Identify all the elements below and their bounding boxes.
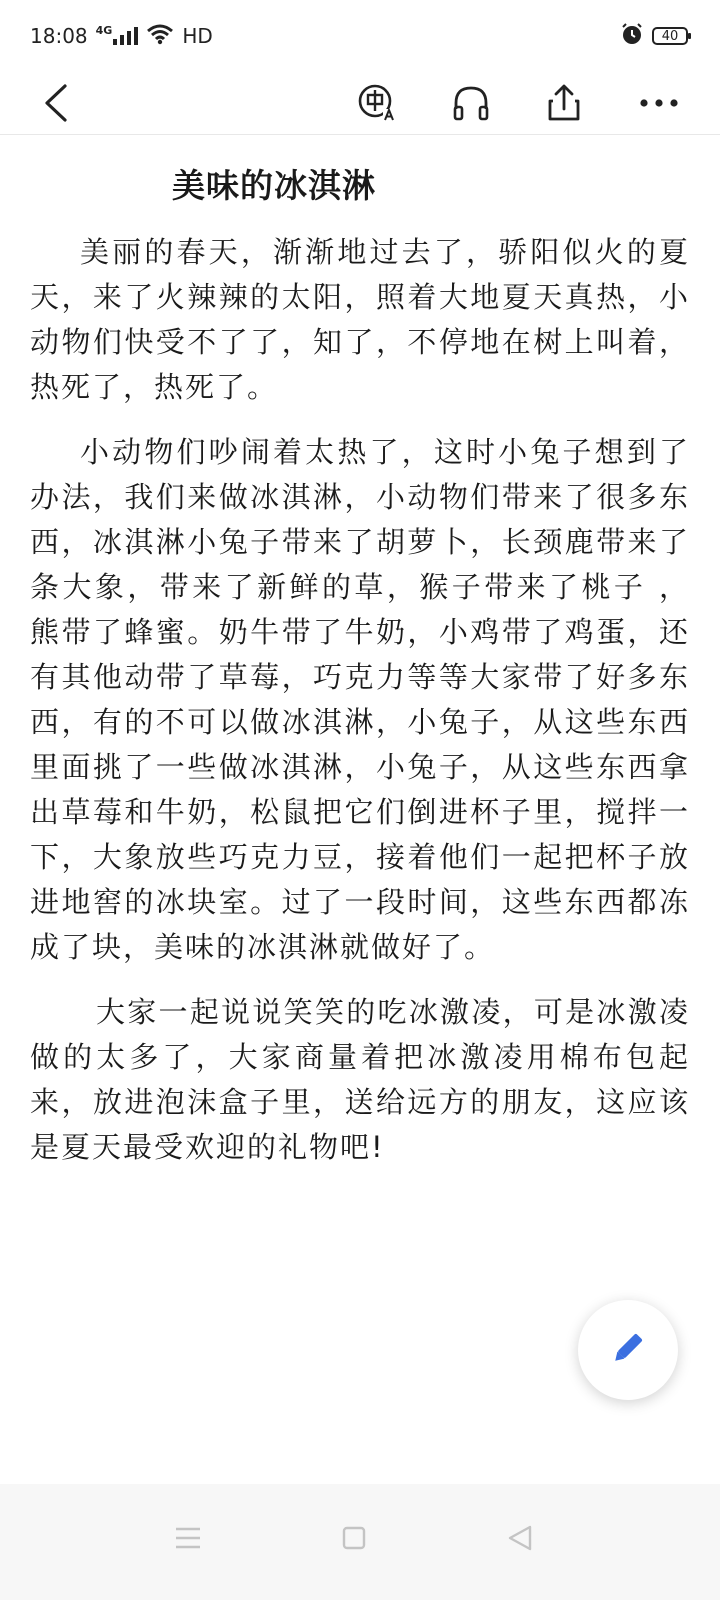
home-icon[interactable] (324, 1508, 384, 1568)
back-icon[interactable] (38, 72, 74, 134)
translate-icon[interactable] (357, 72, 397, 134)
paragraph-3: 大家一起说说笑笑的吃冰激凌，可是冰激凌做的太多了，大家商量着把冰激凌用棉布包起来，放进泡沫盒子里，送给远方的朋友，这应该是夏天最受欢迎的礼物吧! (30, 995, 690, 1164)
navigation-bar (0, 1484, 720, 1600)
wifi-icon (146, 23, 174, 50)
status-time: 18:08 (30, 24, 88, 48)
menu-icon[interactable] (158, 1508, 218, 1568)
battery-level: 40 (661, 28, 679, 44)
alarm-icon (620, 22, 644, 51)
article-content (30, 140, 690, 1170)
battery-icon (652, 27, 688, 45)
status-right (620, 22, 688, 51)
status-bar (0, 0, 720, 72)
network-label: HD (182, 24, 213, 48)
status-left (30, 23, 213, 50)
edit-pencil-icon (608, 1328, 648, 1372)
paragraph-2: 小动物们吵闹着太热了，这时小兔子想到了办法，我们来做冰淇淋，小动物们带来了很多东西，冰淇淋小兔子带来了胡萝卜，长颈鹿带来了条大象，带来了新鲜的草，猴子带来了桃子 ，熊带了蜂蜜。奶牛带了牛奶，小鸡带了鸡蛋，还有其他动带了草莓，巧克力等等大家带了好多东西，有的不可以做冰淇淋，小兔子，从这些东西里面挑了一些做冰淇淋，小兔子，从这些东西拿出草莓和牛奶，松鼠把它们倒进杯子里，搅拌一下，大象放些巧克力豆，接着他们一起把杯子放进地窖的冰块室。过了一段时间，这些东西都冻成了块，美味的冰淇淋就做好了。 (30, 435, 690, 964)
edit-fab-button[interactable] (578, 1300, 678, 1400)
back-triangle-icon[interactable] (490, 1508, 550, 1568)
headphones-icon[interactable] (450, 72, 492, 134)
top-toolbar (0, 72, 720, 135)
paragraph-1: 美丽的春天，渐渐地过去了，骄阳似火的夏天，来了火辣辣的太阳，照着大地夏天真热，小动物们快受不了了，知了，不停地在树上叫着，热死了，热死了。 (30, 235, 690, 404)
signal-label: 4G (95, 23, 113, 37)
article-title: 美味的冰淇淋 (172, 166, 376, 205)
signal-icon (95, 23, 139, 46)
more-icon[interactable] (636, 72, 682, 134)
share-icon[interactable] (544, 72, 584, 134)
